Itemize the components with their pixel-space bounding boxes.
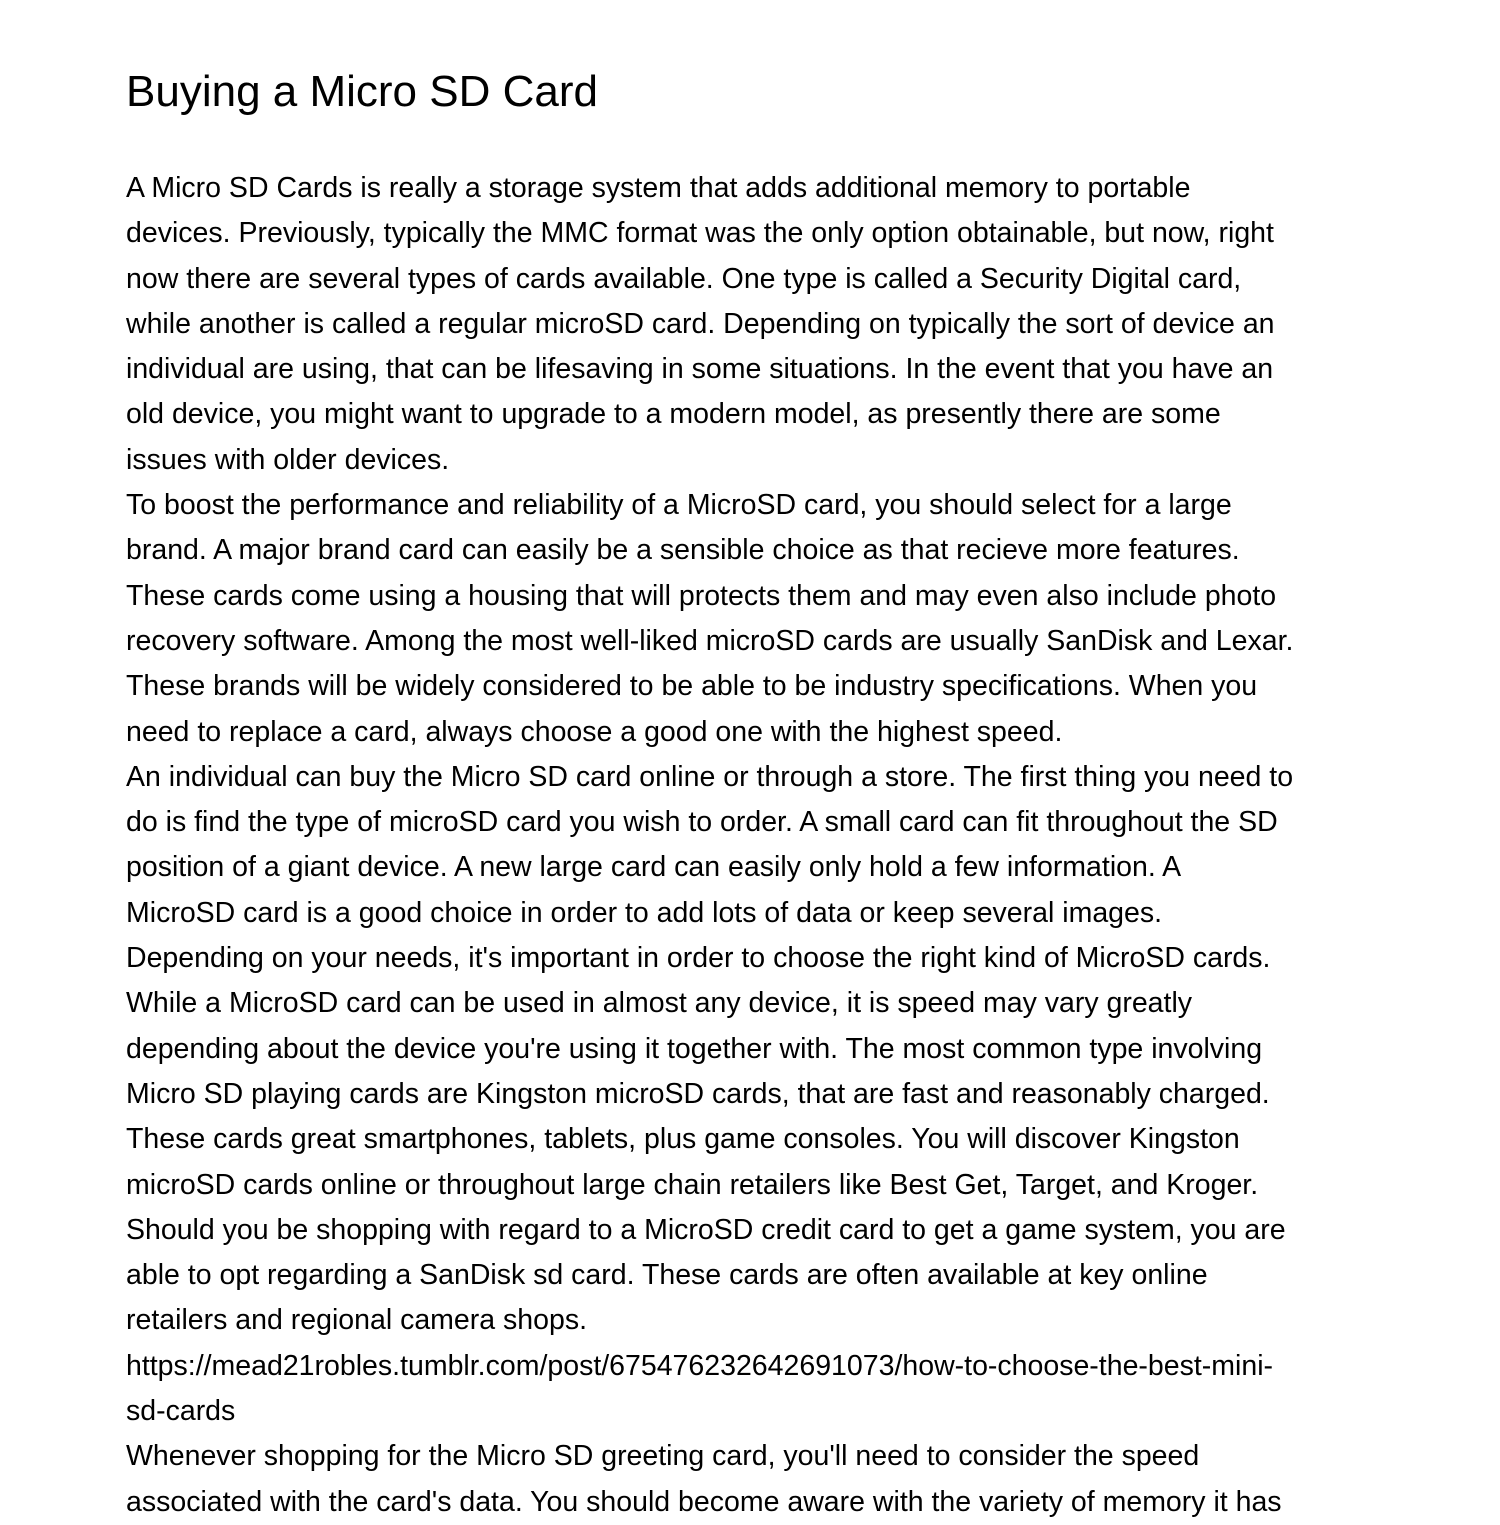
text-line: old device, you might want to upgrade to a modern model, as presently there are some	[126, 398, 1221, 431]
text-line: while another is called a regular microSD card. Depending on typically the sort of device an	[126, 307, 1275, 340]
text-line: brand. A major brand card can easily be a sensible choice as that recieve more features.	[126, 534, 1240, 567]
text-line: These cards great smartphones, tablets, plus game consoles. You will discover Kingston	[126, 1123, 1240, 1156]
text-line: These cards come using a housing that will protects them and may even also include photo	[126, 579, 1277, 612]
text-line: need to replace a card, always choose a good one with the highest speed.	[126, 715, 1063, 748]
text-line: devices. Previously, typically the MMC format was the only option obtainable, but now, right	[126, 217, 1274, 250]
text-line: individual are using, that can be lifesaving in some situations. In the event that you have an	[126, 353, 1274, 386]
text-line: To boost the performance and reliability of a MicroSD card, you should select for a large	[126, 489, 1232, 522]
text-line: MicroSD card is a good choice in order to add lots of data or keep several images.	[126, 896, 1163, 929]
text-line: now there are several types of cards available. One type is called a Security Digital card,	[126, 262, 1242, 295]
text-line: depending about the device you're using it together with. The most common type involving	[126, 1032, 1263, 1065]
text-line: do is find the type of microSD card you wish to order. A small card can fit throughout the SD	[126, 806, 1278, 839]
text-line: These brands will be widely considered to be able to be industry specifications. When you	[126, 670, 1258, 703]
url-line: https://mead21robles.tumblr.com/post/675476232642691073/how-to-choose-the-best-mini-	[126, 1349, 1274, 1382]
text-line: recovery software. Among the most well-liked microSD cards are usually SanDisk and Lexar.	[126, 624, 1294, 657]
text-line: able to opt regarding a SanDisk sd card. These cards are often available at key online	[126, 1259, 1208, 1292]
text-line: microSD cards online or throughout large chain retailers like Best Get, Target, and Kroger.	[126, 1168, 1259, 1201]
text-line: Depending on your needs, it's important in order to choose the right kind of MicroSD cards.	[126, 942, 1271, 975]
url-line: sd-cards	[126, 1395, 236, 1428]
text-line: position of a giant device. A new large card can easily only hold a few information. A	[126, 851, 1182, 884]
text-line: issues with older devices.	[126, 443, 450, 476]
text-line: A Micro SD Cards is really a storage system that adds additional memory to portable	[126, 172, 1191, 204]
text-line: Should you be shopping with regard to a MicroSD credit card to get a game system, you are	[126, 1213, 1286, 1246]
text-line: Micro SD playing cards are Kingston microSD cards, that are fast and reasonably charged.	[126, 1077, 1270, 1110]
text-line: An individual can buy the Micro SD card online or through a store. The first thing you need to	[126, 760, 1294, 793]
text-line: Whenever shopping for the Micro SD greeting card, you'll need to consider the speed	[126, 1440, 1200, 1473]
text-line: While a MicroSD card can be used in almost any device, it is speed may vary greatly	[126, 987, 1193, 1020]
text-line: associated with the card's data. You should become aware with the variety of memory it has	[126, 1485, 1282, 1518]
text-line: retailers and regional camera shops.	[126, 1304, 587, 1337]
document-body	[126, 166, 1376, 1525]
document-title: Buying a Micro SD Card	[126, 67, 598, 116]
